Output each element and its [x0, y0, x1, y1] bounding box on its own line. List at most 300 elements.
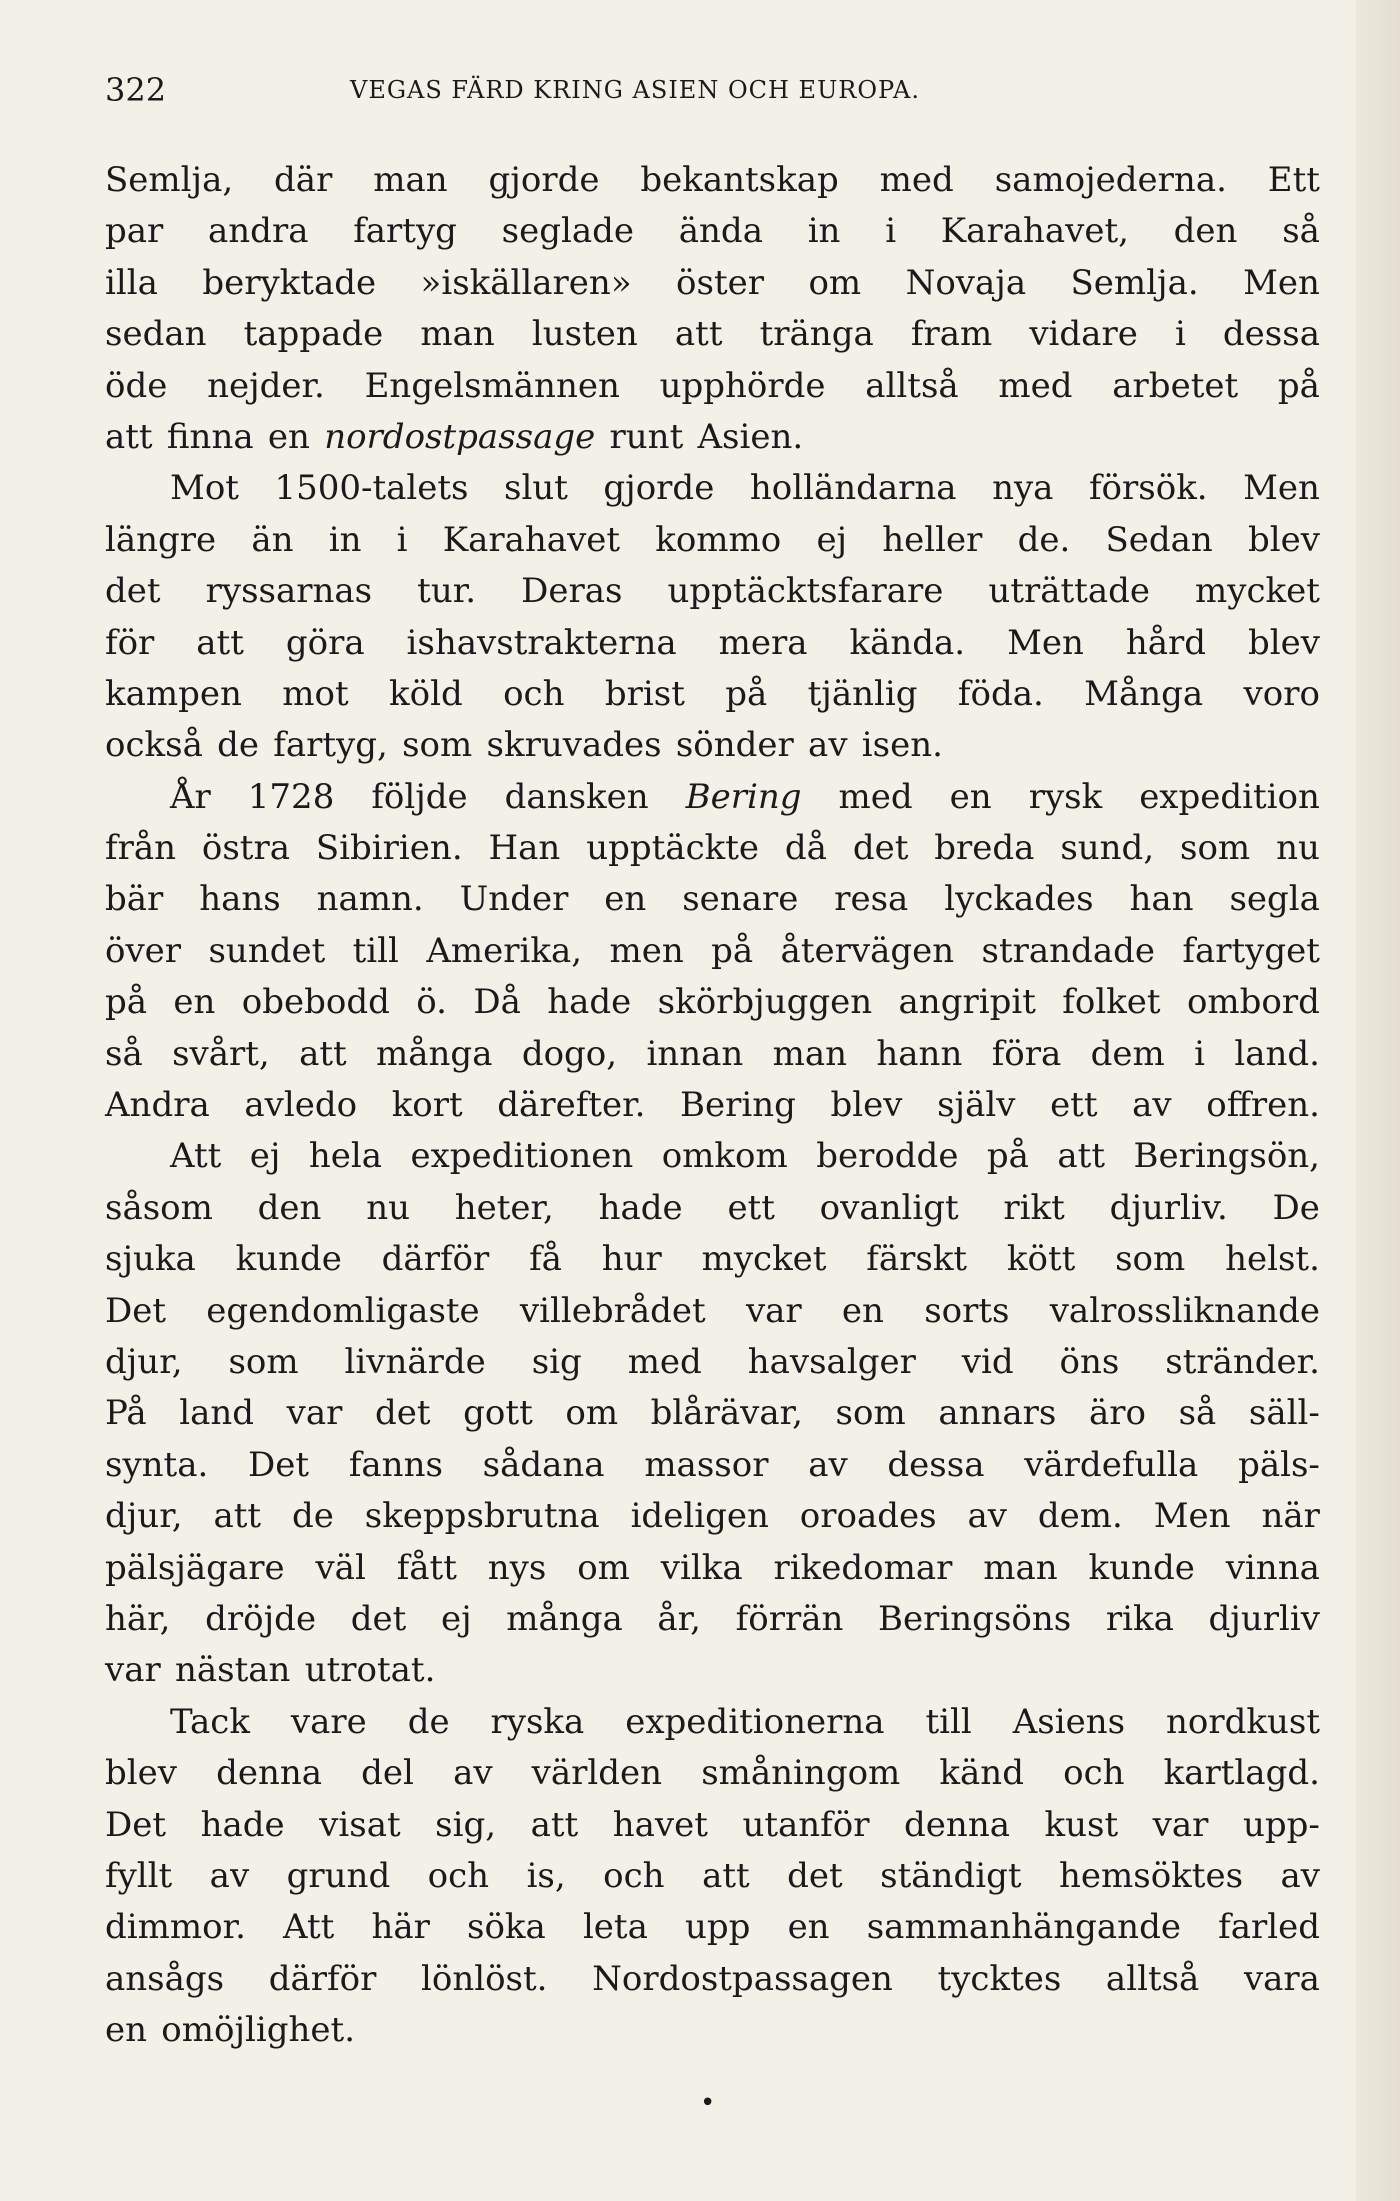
word: man: [983, 1547, 1058, 1588]
word: omöjlighet.: [161, 2010, 356, 2051]
word: göra: [285, 622, 365, 663]
word: att: [213, 1496, 262, 1537]
word: djurliv: [1208, 1598, 1320, 1639]
word: som: [835, 1393, 906, 1434]
word: upptäckte: [586, 828, 760, 869]
word: som: [1115, 1239, 1186, 1280]
text-line: [105, 720, 1320, 771]
text-line: [105, 926, 1320, 977]
word: med: [838, 776, 913, 817]
word: is,: [526, 1855, 566, 1896]
word: föda.: [957, 673, 1044, 714]
word: strandade: [981, 930, 1155, 971]
word: så: [1282, 211, 1320, 252]
word: nejder.: [207, 365, 325, 406]
text-line: [105, 1337, 1320, 1388]
word: var: [286, 1393, 343, 1434]
word: Sedan: [1105, 519, 1213, 560]
word: tycktes: [937, 1958, 1062, 1999]
word: livnärde: [344, 1341, 486, 1382]
word: voro: [1243, 673, 1320, 714]
word: ryska: [490, 1701, 585, 1742]
word: Bering: [680, 1085, 796, 1126]
word: på: [105, 982, 148, 1023]
word: Semlja,: [105, 160, 234, 200]
word: en: [105, 2010, 148, 2051]
word: hans: [199, 879, 281, 920]
word: namn.: [316, 879, 424, 920]
word: annars: [938, 1393, 1057, 1434]
word: rikt: [1003, 1187, 1065, 1228]
word: ovanligt: [819, 1187, 959, 1228]
word: utrotat.: [304, 1650, 436, 1691]
word: bekantskap: [640, 160, 839, 200]
word: fartyg,: [273, 725, 388, 766]
word: skeppsbrutna: [364, 1496, 600, 1537]
word: sådana: [482, 1444, 605, 1485]
word: Det: [248, 1444, 310, 1485]
word: över: [105, 930, 182, 971]
word: De: [1272, 1187, 1320, 1228]
word: som: [402, 725, 473, 766]
word: upphörde: [659, 365, 826, 406]
word: på: [725, 673, 768, 714]
word: gjorde: [488, 160, 600, 200]
word: Andra: [105, 1085, 210, 1126]
text-line: [105, 463, 1320, 514]
word: vid: [961, 1341, 1014, 1382]
word: fartyget: [1182, 930, 1320, 971]
text-line: [105, 1080, 1320, 1131]
word: det: [852, 828, 909, 869]
word: denna: [904, 1804, 1010, 1845]
word: heller: [882, 519, 983, 560]
body-text: [105, 155, 1320, 2056]
word: där: [274, 160, 333, 200]
word: sjuka: [105, 1239, 196, 1280]
word: en: [267, 416, 310, 457]
word: par: [105, 211, 164, 252]
word: del: [361, 1753, 414, 1794]
text-line: [105, 1594, 1320, 1645]
word: valrossliknande: [1049, 1290, 1320, 1331]
word: fanns: [348, 1444, 443, 1485]
word: i: [1194, 1033, 1205, 1074]
word: att: [702, 1855, 750, 1896]
word: folket: [1062, 982, 1161, 1023]
word: rysk: [1028, 776, 1103, 817]
text-line: [105, 1748, 1320, 1799]
word: som: [1180, 828, 1251, 869]
word: av: [967, 1496, 1007, 1537]
word: blev: [1248, 622, 1320, 663]
word: en: [949, 776, 992, 817]
word: på: [1277, 365, 1320, 406]
word: här,: [105, 1598, 171, 1639]
word: Asien.: [697, 416, 804, 457]
word: det: [787, 1855, 843, 1896]
word: dem: [1090, 1033, 1165, 1074]
text-line: [105, 309, 1320, 360]
word: sönder: [675, 725, 794, 766]
word: gjorde: [603, 468, 715, 509]
word: obebodd: [241, 982, 390, 1023]
word: nya: [992, 468, 1054, 509]
word: alltså: [1105, 1958, 1200, 1999]
word: färskt: [866, 1239, 968, 1280]
word: var: [745, 1290, 802, 1331]
word: avledo: [244, 1085, 358, 1126]
word: med: [879, 160, 954, 200]
word: det: [375, 1393, 431, 1434]
word: ishavstrakterna: [406, 622, 677, 663]
word: arbetet: [1112, 365, 1239, 406]
word: dogo,: [521, 1033, 618, 1074]
word: ryssarnas: [205, 571, 373, 612]
text-line: [105, 1645, 1320, 1696]
word: alltså: [865, 365, 959, 406]
word: rikedomar: [773, 1547, 953, 1588]
text-line: [105, 1440, 1320, 1491]
text-line: [105, 1543, 1320, 1594]
word: att: [196, 622, 244, 663]
word: hur: [601, 1239, 662, 1280]
word: vidare: [1029, 314, 1138, 355]
word: var: [1152, 1804, 1209, 1845]
text-line: [105, 1183, 1320, 1234]
word: upp-: [1242, 1804, 1320, 1845]
text-line: [105, 155, 1320, 206]
word: mycket: [1195, 571, 1320, 612]
word: »iskällaren»: [420, 262, 632, 303]
text-line: [105, 361, 1320, 412]
word: stränder.: [1165, 1341, 1320, 1382]
word: Men: [1243, 262, 1320, 303]
word: nu: [366, 1187, 410, 1228]
word: de: [217, 725, 259, 766]
word: dessa: [1222, 314, 1320, 355]
word: Amerika,: [426, 930, 583, 971]
text-line: [105, 1131, 1320, 1182]
word: äro: [1088, 1393, 1146, 1434]
word: villebrådet: [519, 1290, 706, 1331]
word: Karahavet,: [940, 211, 1129, 252]
word: sig,: [435, 1804, 497, 1845]
word: de: [291, 1496, 334, 1537]
word: Karahavet: [442, 519, 621, 560]
word: blev: [830, 1085, 903, 1126]
word: andra: [208, 211, 309, 252]
word: de: [407, 1701, 450, 1742]
word: pälsjägare: [105, 1547, 285, 1588]
word: havet: [612, 1804, 708, 1845]
word: djur,: [105, 1496, 183, 1537]
word: i: [1174, 314, 1186, 355]
word: världen: [531, 1753, 663, 1794]
word: man: [420, 314, 495, 355]
word: av: [1132, 1085, 1172, 1126]
word: finna: [166, 416, 254, 457]
word: av: [808, 1444, 848, 1485]
text-line: [105, 206, 1320, 257]
word: svårt,: [172, 1033, 270, 1074]
text-line: [105, 1697, 1320, 1748]
word: sig: [531, 1341, 582, 1382]
word: expeditionerna: [625, 1701, 885, 1742]
word: och: [503, 673, 565, 714]
word: i: [885, 211, 897, 252]
word: Då: [473, 982, 521, 1023]
word: helst.: [1225, 1239, 1320, 1280]
word: i: [396, 519, 408, 560]
word: oroades: [799, 1496, 937, 1537]
word: egendomligaste: [206, 1290, 480, 1331]
word: Han: [488, 828, 561, 869]
word: Att: [283, 1907, 335, 1948]
word: av: [453, 1753, 493, 1794]
word: vare: [290, 1701, 367, 1742]
word: till: [352, 930, 399, 971]
word: östra: [201, 828, 290, 869]
word: kampen: [105, 673, 242, 714]
word: Bering: [685, 776, 802, 817]
word: skruvades: [486, 725, 662, 766]
word: man: [772, 1033, 848, 1074]
word: Tack: [170, 1701, 250, 1742]
word: holländarna: [749, 468, 957, 509]
word: Ett: [1267, 160, 1320, 200]
text-line: [105, 618, 1320, 669]
text-line: [105, 1491, 1320, 1542]
word: expeditionen: [410, 1136, 634, 1177]
word: fyllt: [105, 1855, 173, 1896]
word: blårävar,: [650, 1393, 803, 1434]
word: land.: [1234, 1033, 1320, 1074]
word: på: [711, 930, 754, 971]
text-line: [105, 1954, 1320, 2005]
word: förrän: [735, 1598, 844, 1639]
word: skörbjuggen: [657, 982, 873, 1023]
word: havsalger: [747, 1341, 916, 1382]
page-edge: [1356, 0, 1400, 2201]
word: av: [1280, 1855, 1320, 1896]
word: nys: [487, 1547, 547, 1588]
word: Att: [170, 1136, 222, 1177]
word: runt: [609, 416, 684, 457]
word: hela: [308, 1136, 383, 1177]
word: om: [577, 1547, 630, 1588]
word: föra: [991, 1033, 1062, 1074]
word: in: [807, 211, 841, 252]
word: Beringsöns: [878, 1598, 1072, 1639]
word: därefter.: [497, 1085, 646, 1126]
word: när: [1261, 1496, 1320, 1537]
word: de.: [1017, 519, 1071, 560]
word: grund: [286, 1855, 391, 1896]
word: ej: [249, 1136, 281, 1177]
word: Deras: [521, 571, 623, 612]
word: På: [105, 1393, 147, 1434]
word: kött: [1006, 1239, 1076, 1280]
word: 1500-talets: [274, 468, 469, 509]
word: Men: [1243, 468, 1320, 509]
word: fått: [396, 1547, 457, 1588]
word: hård: [1125, 622, 1207, 663]
word: så: [1178, 1393, 1217, 1434]
word: land: [179, 1393, 255, 1434]
word: År: [170, 776, 211, 817]
word: på: [986, 1136, 1029, 1177]
word: gott: [463, 1393, 533, 1434]
word: år,: [657, 1598, 701, 1639]
word: med: [627, 1341, 702, 1382]
text-line: [105, 566, 1320, 617]
word: av: [808, 725, 848, 766]
word: sammanhängande: [866, 1907, 1181, 1948]
word: en: [841, 1290, 884, 1331]
word: isen.: [861, 725, 943, 766]
word: upptäcktsfarare: [667, 571, 944, 612]
text-line: [105, 1800, 1320, 1851]
word: seglade: [501, 211, 635, 252]
word: Semlja.: [1070, 262, 1199, 303]
word: vara: [1243, 1958, 1320, 1999]
word: nordostpassage: [324, 416, 596, 457]
word: hade: [547, 982, 632, 1023]
word: ideligen: [630, 1496, 769, 1537]
word: blev: [1248, 519, 1320, 560]
text-line: [105, 772, 1320, 823]
word: visat: [319, 1804, 401, 1845]
word: brist: [604, 673, 685, 714]
word: Många: [1084, 673, 1204, 714]
word: följde: [371, 776, 468, 817]
word: fartyg: [353, 211, 457, 252]
text-line: [105, 412, 1320, 463]
word: Asiens: [1012, 1701, 1126, 1742]
word: försök.: [1088, 468, 1208, 509]
word: hade: [598, 1187, 683, 1228]
word: öster: [676, 262, 765, 303]
word: också: [105, 725, 203, 766]
end-ornament: •: [700, 2088, 716, 2118]
word: en: [173, 982, 216, 1023]
word: söka: [467, 1907, 546, 1948]
word: synta.: [105, 1444, 209, 1485]
word: omkom: [661, 1136, 788, 1177]
word: utanför: [742, 1804, 870, 1845]
word: slut: [504, 468, 568, 509]
text-line: [105, 515, 1320, 566]
word: vinna: [1225, 1547, 1320, 1588]
word: Men: [1007, 622, 1084, 663]
word: tur.: [417, 571, 477, 612]
word: kust: [1044, 1804, 1119, 1845]
word: djurliv.: [1109, 1187, 1228, 1228]
word: djur,: [105, 1341, 183, 1382]
word: att: [105, 416, 153, 457]
word: illa: [105, 262, 158, 303]
text-line: [105, 1286, 1320, 1337]
word: senare: [682, 879, 799, 920]
word: köld: [389, 673, 463, 714]
word: att: [1057, 1136, 1106, 1177]
word: massor: [644, 1444, 769, 1485]
word: Sibirien.: [315, 828, 463, 869]
word: tränga: [759, 314, 874, 355]
word: ansågs: [105, 1958, 225, 1999]
word: kunde: [1088, 1547, 1195, 1588]
word: vilka: [660, 1547, 743, 1588]
word: dansken: [504, 776, 649, 817]
word: han: [1129, 879, 1194, 920]
word: päls-: [1238, 1444, 1320, 1485]
text-line: [105, 2005, 1320, 2056]
word: hann: [876, 1033, 963, 1074]
word: breda: [934, 828, 1035, 869]
word: ett: [727, 1187, 775, 1228]
word: man: [373, 160, 448, 200]
page-number: 322: [105, 71, 167, 109]
word: Engelsmännen: [364, 365, 620, 406]
word: dimmor.: [105, 1907, 246, 1948]
word: mera: [718, 622, 808, 663]
word: för: [105, 622, 155, 663]
word: av: [209, 1855, 250, 1896]
word: Det: [105, 1804, 167, 1845]
word: öns: [1059, 1341, 1120, 1382]
text-line: [105, 823, 1320, 874]
word: nästan: [175, 1650, 291, 1691]
word: ombord: [1186, 982, 1320, 1023]
word: mycket: [701, 1239, 827, 1280]
word: än: [251, 519, 294, 560]
word: heter,: [454, 1187, 554, 1228]
word: expedition: [1139, 776, 1320, 817]
word: om: [808, 262, 862, 303]
word: innan: [646, 1033, 744, 1074]
word: blev: [105, 1753, 177, 1794]
word: få: [529, 1239, 562, 1280]
word: känd: [939, 1753, 1024, 1794]
word: längre: [105, 519, 217, 560]
word: ej: [816, 519, 848, 560]
word: ej: [440, 1598, 472, 1639]
text-line: [105, 669, 1320, 720]
word: dem.: [1037, 1496, 1123, 1537]
word: det: [105, 571, 161, 612]
word: så: [105, 1033, 143, 1074]
word: många: [376, 1033, 493, 1074]
word: det: [350, 1598, 407, 1639]
word: in: [328, 519, 362, 560]
word: lusten: [531, 314, 638, 355]
word: kommo: [655, 519, 782, 560]
word: med: [998, 365, 1073, 406]
word: sedan: [105, 314, 207, 355]
word: kända.: [849, 622, 966, 663]
word: nordkust: [1165, 1701, 1320, 1742]
word: dröjde: [205, 1598, 317, 1639]
word: en: [787, 1907, 830, 1948]
word: här: [371, 1907, 430, 1948]
text-line: [105, 977, 1320, 1028]
word: lönlöst.: [420, 1958, 548, 1999]
text-line: [105, 874, 1320, 925]
word: angripit: [898, 982, 1036, 1023]
word: den: [1173, 211, 1238, 252]
page-header: [105, 70, 1320, 110]
